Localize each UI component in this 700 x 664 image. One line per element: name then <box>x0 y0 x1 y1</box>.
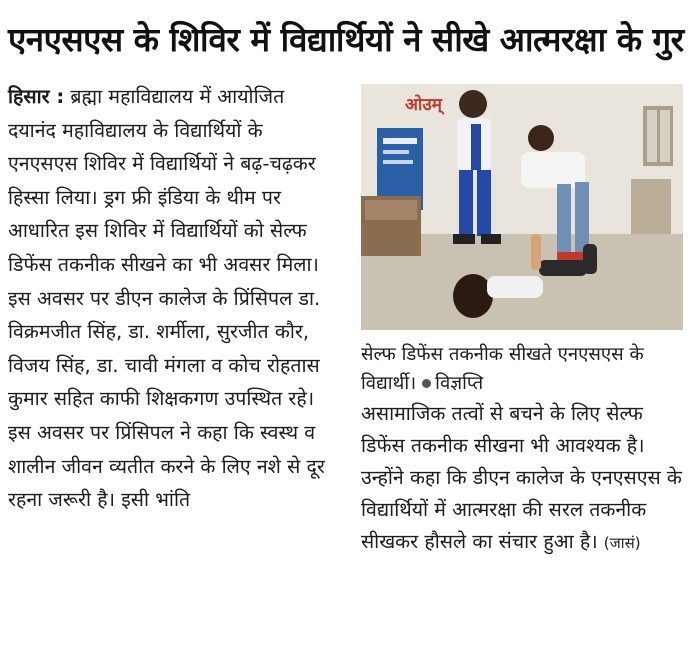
byline: (जासं) <box>603 534 641 552</box>
photo-illustration <box>361 84 683 330</box>
photo-caption <box>361 340 691 398</box>
news-photo <box>361 84 683 330</box>
body-text-left: ब्रह्मा महाविद्यालय में आयोजित दयानंद महाविद्यालय के विद्यार्थियों के एनएसएस शिविर में विद्यार्थियों ने बढ़-चढ़कर हिस्सा लिया। ड्रग फ्री इंडिया के थीम पर आधारित इस शिविर में विद्यार्थियों को सेल्फ डिफेंस तकनीक सीखने का भी अवसर मिला। इस अवसर पर डीएन कालेज के प्रिंसिपल डा. विक्रमजीत सिंह, डा. शर्मीला, सुरजीत कौर, विजय सिंह, डा. चावी मंगला व कोच रोहतास कुमार सहित काफी शिक्षकगण उपस्थित रहे। इस अवसर पर प्रिंसिपल ने कहा कि स्वस्थ व शालीन जीवन व्यतीत करने के लिए नशे से दूर रहना जरूरी है। इसी भांति <box>8 85 325 512</box>
dateline: हिसार : <box>8 85 65 108</box>
headline: एनएसएस के शिविर में विद्यार्थियों ने सीखे आत्मरक्षा के गुर <box>8 20 684 59</box>
body-text-right-wrap <box>361 398 691 559</box>
caption-credit: विज्ञप्ति <box>435 373 484 394</box>
caption-text: सेल्फ डिफेंस तकनीक सीखते एनएसएस के विद्यार्थी। <box>361 344 644 394</box>
article-body-right <box>361 340 691 559</box>
bullet-icon <box>422 379 431 388</box>
wall-sign: ओउम् <box>405 95 442 115</box>
article-body-left <box>8 80 338 517</box>
body-text-right: असामाजिक तत्वों से बचने के लिए सेल्फ डिफेंस तकनीक सीखना भी आवश्यक है। उन्होंने कहा कि डीएन कालेज के एनएसएस के विद्यार्थियों में आत्मरक्षा की सरल तकनीक सीखकर हौसले का संचार हुआ है। <box>361 402 682 553</box>
